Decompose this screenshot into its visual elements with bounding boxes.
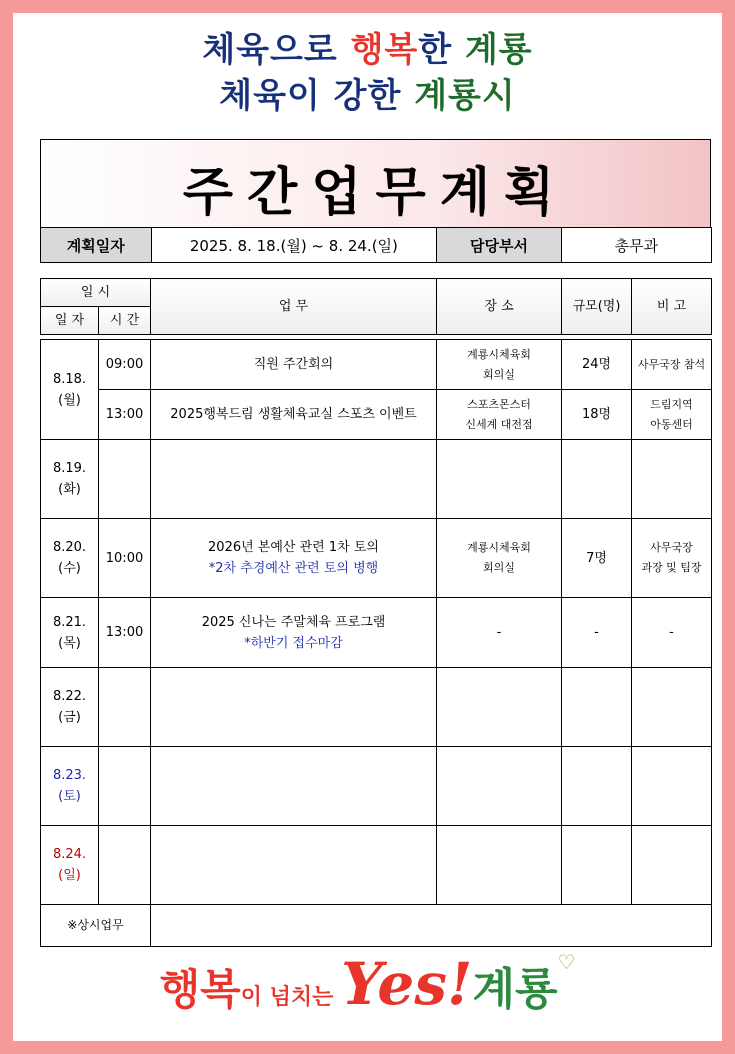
row-date: 8.22. (금)	[41, 668, 99, 747]
footer-text: 이 넘치는	[240, 985, 342, 1010]
header-scale: 규모(명)	[562, 279, 632, 335]
row-place: 스포츠몬스터 신세계 대전점	[437, 390, 562, 440]
row-scale: -	[562, 598, 632, 668]
row-scale	[562, 826, 632, 905]
row-task: 2025 신나는 주말체육 프로그램 *하반기 접수마감	[151, 598, 437, 668]
row-note: 드림지역 아동센터	[632, 390, 712, 440]
slogan-word: 체육	[219, 76, 287, 116]
footer-logo	[0, 950, 735, 1018]
row-date: 8.18. (월)	[41, 340, 99, 440]
footer-text: 계룡	[472, 964, 558, 1015]
heart-icon: ♡	[557, 950, 576, 974]
footer-text: 행복	[159, 965, 241, 1014]
table-row	[41, 668, 712, 747]
row-task	[151, 440, 437, 519]
dept-label: 담당부서	[437, 228, 561, 263]
title-box	[40, 139, 711, 227]
row-scale	[562, 747, 632, 826]
row-date: 8.20. (수)	[41, 519, 99, 598]
row-time	[99, 668, 151, 747]
header-task: 업 무	[151, 279, 437, 335]
row-place: -	[437, 598, 562, 668]
row-date: 8.21. (목)	[41, 598, 99, 668]
schedule-table	[40, 278, 712, 947]
slogan-word: 체육	[202, 30, 271, 70]
row-scale: 18명	[562, 390, 632, 440]
date-value: 2025. 8. 18.(월) ~ 8. 24.(일)	[151, 228, 437, 263]
row-time: 13:00	[99, 390, 151, 440]
row-task: 2026년 본예산 관련 1차 토의 *2차 추경예산 관련 토의 병행	[151, 519, 437, 598]
row-date: 8.19. (화)	[41, 440, 99, 519]
row-place	[437, 747, 562, 826]
row-note	[632, 747, 712, 826]
table-row	[41, 440, 712, 519]
regular-content	[151, 905, 712, 947]
table-row-regular	[41, 905, 712, 947]
row-note: 사무국장 과장 및 팀장	[632, 519, 712, 598]
row-date: 8.23. (토)	[41, 747, 99, 826]
date-label: 계획일자	[41, 228, 152, 263]
slogan-line-2	[0, 76, 735, 116]
row-scale: 7명	[562, 519, 632, 598]
header-time: 시 간	[99, 307, 151, 335]
info-table	[40, 227, 712, 263]
row-note: -	[632, 598, 712, 668]
slogan-word: 한	[418, 30, 465, 70]
row-time: 09:00	[99, 340, 151, 390]
row-time: 13:00	[99, 598, 151, 668]
row-place	[437, 826, 562, 905]
row-place: 계룡시체육회 회의실	[437, 519, 562, 598]
row-date: 8.24. (일)	[41, 826, 99, 905]
row-task	[151, 826, 437, 905]
row-place: 계룡시체육회 회의실	[437, 340, 562, 390]
row-scale: 24명	[562, 340, 632, 390]
table-row	[41, 519, 712, 598]
row-task	[151, 668, 437, 747]
row-note	[632, 440, 712, 519]
row-time: 10:00	[99, 519, 151, 598]
row-note: 사무국장 참석	[632, 340, 712, 390]
row-time	[99, 440, 151, 519]
row-time	[99, 826, 151, 905]
table-row	[41, 826, 712, 905]
header-datetime: 일 시	[41, 279, 151, 307]
table-row	[41, 340, 712, 390]
row-task: 2025행복드림 생활체육교실 스포츠 이벤트	[151, 390, 437, 440]
slogan-word: 행복	[350, 30, 419, 70]
row-time	[99, 747, 151, 826]
footer-text: Yes!	[341, 950, 473, 1018]
header-date: 일 자	[41, 307, 99, 335]
row-note	[632, 826, 712, 905]
table-row	[41, 747, 712, 826]
header-place: 장 소	[437, 279, 562, 335]
row-task: 직원 주간회의	[151, 340, 437, 390]
slogan-word: 으로	[270, 30, 351, 70]
row-task	[151, 747, 437, 826]
row-scale	[562, 440, 632, 519]
header-note: 비 고	[632, 279, 712, 335]
dept-value: 총무과	[561, 228, 711, 263]
regular-label: ※상시업무	[41, 905, 151, 947]
slogan-word: 계룡	[464, 30, 533, 70]
row-scale	[562, 668, 632, 747]
slogan-word: 이 강한	[286, 76, 415, 116]
table-row	[41, 390, 712, 440]
table-row	[41, 598, 712, 668]
slogan-line-1	[0, 30, 735, 70]
row-note	[632, 668, 712, 747]
slogan-word: 계룡시	[414, 76, 516, 116]
row-place	[437, 668, 562, 747]
page-title: 주간업무계획	[182, 163, 569, 223]
row-place	[437, 440, 562, 519]
